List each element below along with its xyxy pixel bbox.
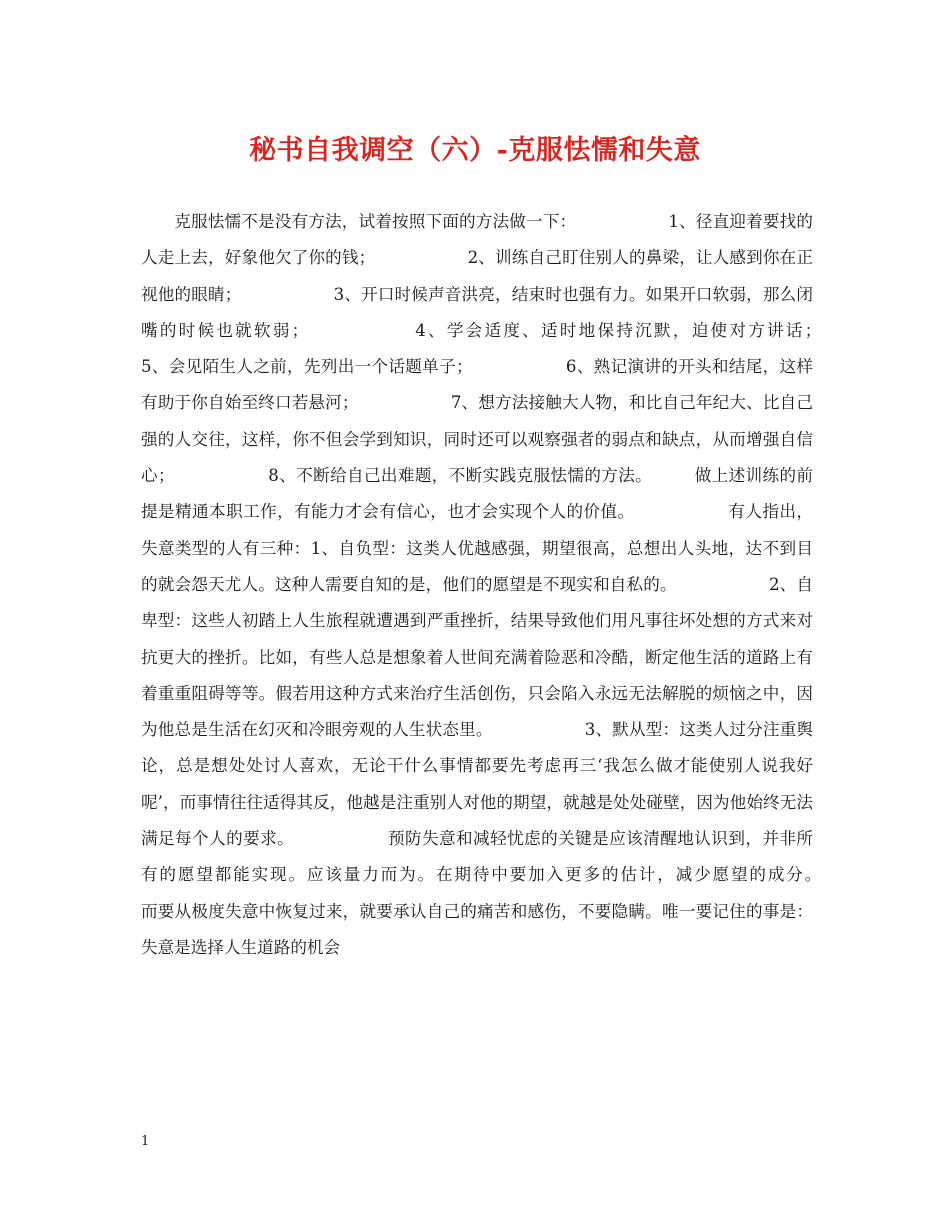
document-title: 秘书自我调空（六）-克服怯懦和失意 [249,135,701,166]
document-body: 克服怯懦不是没有方法，试着按照下面的方法做一下： 1、径直迎着要找的人走上去，好象他欠了你的钱； 2、训练自己盯住别人的鼻梁，让人感到你在正视他的眼睛； 3、开口时候声音洪亮，结束时也强有力。如果开口软弱，那么闭嘴的时候也就软弱； 4、学会适度、适时地保持沉默，迫使对方讲话； 5、会见陌生人之前，先列出一个话题单子； 6、熟记演讲的开头和结尾，这样有助于你自始至终口若悬河； 7、想方法接触大人物，和比自己年纪大、比自己强的人交往，这样，你不但会学到知识，同时还可以观察强者的弱点和缺点，从而增强自信心； 8、不断给自己出难题，不断实践克服怯懦的方法。 做上述训练的前提是精通本职工作，有能力才会有信心，也才会实现个人的价值。 有人指出，失意类型的人有三种：1、自负型：这类人优越感强，期望很高，总想出人头地，达不到目的就会怨天尤人。这种人需要自知的是，他们的愿望是不现实和自私的。 2、自卑型：这些人初踏上人生旅程就遭遇到严重挫折，结果导致他们用凡事往坏处想的方式来对抗更大的挫折。比如，有些人总是想象着人世间充满着险恶和冷酷，断定他生活的道路上有着重重阻碍等等。假若用这种方式来治疗生活创伤，只会陷入永远无法解脱的烦恼之中，因为他总是生活在幻灭和冷眼旁观的人生状态里。 3、默从型：这类人过分注重舆论，总是想处处讨人喜欢，无论干什么事情都要先考虑再三‘我怎么做才能使别人说我好呢’，而事情往往适得其反，他越是注重别人对他的期望，就越是处处碰壁，因为他始终无法满足每个人的要求。 预防失意和减轻忧虑的关键是应该清醒地认识到，并非所有的愿望都能实现。应该量力而为。在期待中要加入更多的估计，减少愿望的成分。 而要从极度失意中恢复过来，就要承认自己的痛苦和感伤，不要隐瞒。唯一要记住的事是：失意是选择人生道路的机会 [141,212,913,957]
page-number: 1 [141,1134,150,1149]
